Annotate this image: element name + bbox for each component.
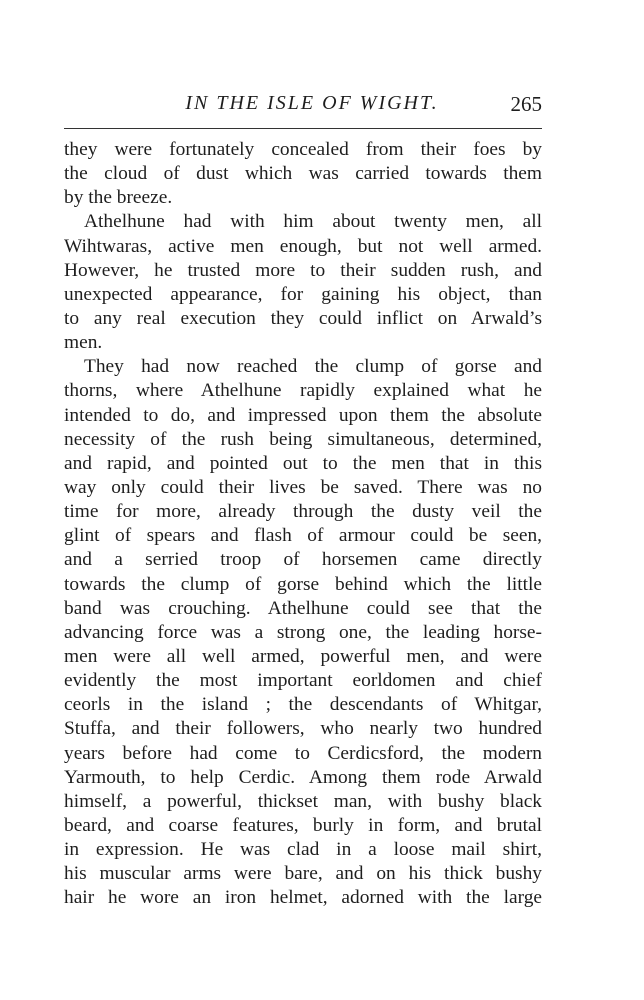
text-line: thorns, where Athelhune rapidly explained what he (64, 380, 542, 402)
text-line: men. (64, 332, 103, 354)
text-line: men were all well armed, powerful men, and were (64, 645, 542, 667)
text-line: they were fortunately concealed from their foes by (64, 139, 542, 160)
text-line: the cloud of dust which was carried towards them (64, 163, 542, 185)
text-line: in expression. He was clad in a loose mail shirt, (64, 839, 542, 861)
text-line: years before had come to Cerdicsford, the modern (64, 742, 542, 764)
text-line: way only could their lives be saved. There was no (64, 476, 542, 498)
text-line: intended to do, and impressed upon them the absolute (64, 404, 542, 426)
page-number: 265 (510, 92, 542, 116)
text-line: towards the clump of gorse behind which the little (64, 573, 542, 595)
text-line: his muscular arms were bare, and on his thick bushy (64, 863, 542, 885)
text-line: by the breeze. (64, 187, 173, 209)
text-line: band was crouching. Athelhune could see that the (64, 597, 542, 619)
text-line: Athelhune had with him about twenty men, all (84, 211, 542, 233)
text-line: Wihtwaras, active men enough, but not well armed. (64, 235, 542, 257)
text-line: hair he wore an iron helmet, adorned with the large (64, 887, 542, 909)
text-line: Yarmouth, to help Cerdic. Among them rode Arwald (64, 766, 542, 788)
header-rule (64, 128, 542, 129)
text-line: to any real execution they could inflict on Arwald’s (64, 307, 542, 329)
text-line: unexpected appearance, for gaining his object, than (64, 283, 542, 305)
text-line: However, he trusted more to their sudden rush, and (64, 259, 542, 281)
text-line: beard, and coarse features, burly in form, and brutal (64, 814, 542, 836)
text-line: and rapid, and pointed out to the men that in this (64, 452, 542, 474)
text-line: ceorls in the island ; the descendants of Whitgar, (64, 694, 542, 716)
text-line: Stuffa, and their followers, who nearly two hundred (64, 718, 542, 740)
text-line: advancing force was a strong one, the leading horse- (64, 621, 542, 643)
text-line: evidently the most important eorldomen and chief (64, 670, 542, 692)
text-line: himself, a powerful, thickset man, with bushy black (64, 790, 542, 812)
running-head (64, 92, 542, 120)
text-line: They had now reached the clump of gorse and (84, 356, 542, 378)
text-line: and a serried troop of horsemen came directly (64, 549, 542, 571)
text-line: necessity of the rush being simultaneous, determined, (64, 428, 542, 450)
running-title: IN THE ISLE OF WIGHT. (185, 92, 439, 114)
text-line: glint of spears and flash of armour could be seen, (64, 525, 542, 547)
text-line: time for more, already through the dusty veil the (64, 501, 542, 523)
body-text (64, 138, 542, 911)
